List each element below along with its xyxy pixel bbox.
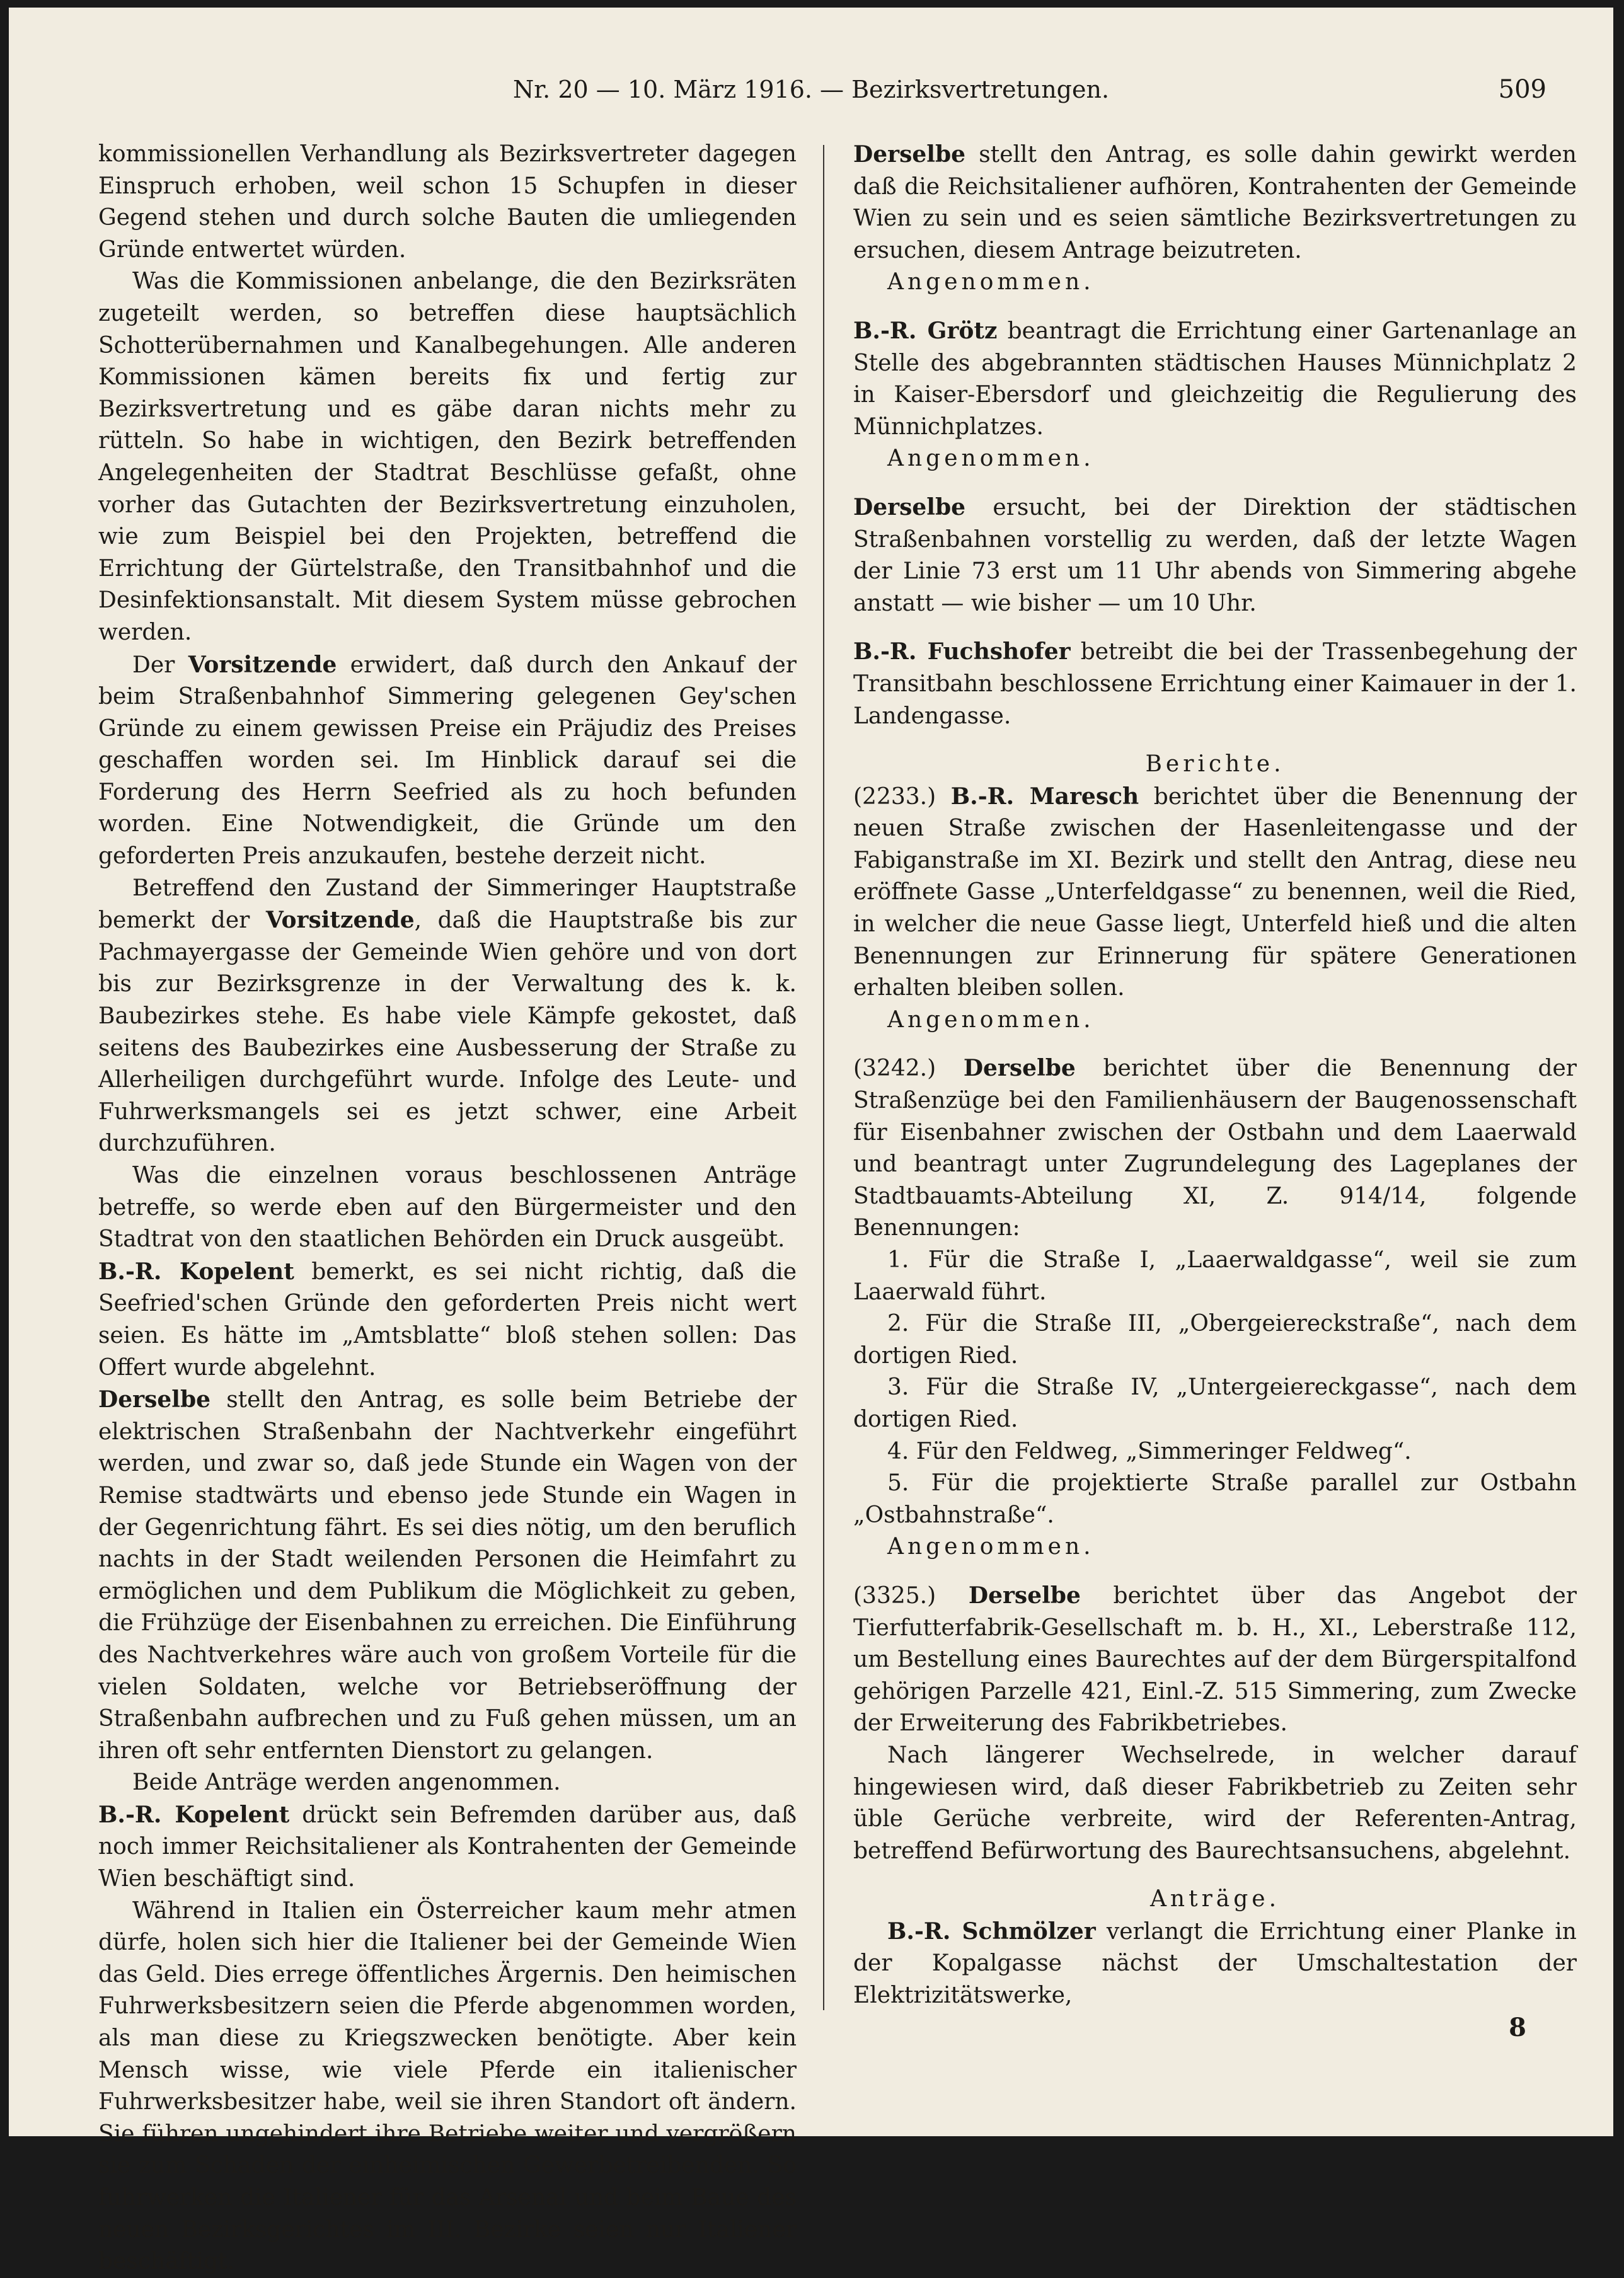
speaker-name: B.-R. Kopelent bbox=[98, 1801, 290, 1828]
speaker-name: B.-R. Schmölzer bbox=[887, 1918, 1096, 1945]
page-header bbox=[9, 71, 1613, 108]
paragraph: Derselbe stellt den Antrag, es solle dahin gewirkt werden daß die Reichsitaliener aufhören, Kontrahenten der Gemeinde Wien zu sein und es seien sämtliche Bezirksvertretungen zu ersuchen, diesem Antrage beizutreten. bbox=[853, 141, 1577, 263]
paragraph: B.-R. Schmölzer verlangt die Errichtung einer Planke in der Kopalgasse nächst der Umschaltestation der Elektrizitätswerke, bbox=[853, 1918, 1577, 2009]
newspaper-page bbox=[9, 8, 1613, 2275]
running-title: Nr. 20 — 10. März 1916. — Bezirksvertretungen. bbox=[512, 76, 1110, 103]
speaker-name: Vorsitzende bbox=[188, 651, 337, 678]
paragraph: B.-R. Grötz beantragt die Errichtung einer Gartenanlage an Stelle des abgebrannten städtischen Hauses Münnichplatz 2 in Kaiser-Ebersdorf und gleichzeitig die Regulierung des Münnichplatzes. bbox=[853, 317, 1577, 440]
paragraph: B.-R. Fuchshofer betreibt die bei der Trassenbegehung der Transitbahn beschlossene Errichtung einer Kaimauer in der 1. Landengasse. bbox=[853, 638, 1577, 729]
paragraph: Während in Italien ein Österreicher kaum mehr atmen dürfe, holen sich hier die Italiener bei der Gemeinde Wien das Geld. Dies errege öffentliches Ärgernis. Den heimischen Fuhrwerksbesitzern seien die Pferde abgenommen worden, als man diese zu Kriegszwecken benötigte. Aber kein Mensch wisse, wie viele Pferde ein italienischer Fuhrwerksbesitzer habe, weil sie ihren Standort oft ändern. Sie führen ungehindert ihre Betriebe weiter und vergrößern sie zum Schaden der einheimischen Gewerbetreibenden. So fuhrwerken die Italiener für das Arsenal und beim Baue des neuen Bezirksgerichtes im III. Bezirke seien nur Italiener beschäftigt. bbox=[98, 1897, 797, 2275]
list-item: 1. Für die Straße I, „Laaerwaldgasse“, weil sie zum Laaerwald führt. bbox=[853, 1247, 1577, 1305]
paragraph: kommissionellen Verhandlung als Bezirksvertreter dagegen Einspruch erhoben, weil schon 15 Schupfen in dieser Gegend stehen und durch solche Bauten die umliegenden Gründe entwertet würden. bbox=[98, 141, 797, 263]
section-heading: Berichte. bbox=[1145, 751, 1285, 778]
page-number: 509 bbox=[1498, 75, 1546, 104]
paragraph: Was die Kommissionen anbelange, die den Bezirksräten zugeteilt werden, so betreffen diese hauptsächlich Schotterübernahmen und Kanalbegehungen. Alle anderen Kommissionen kämen bereits fix und fertig zur Bezirksvertretung und es gäbe daran nichts mehr zu rütteln. So habe in wichtigen, den Bezirk betreffenden Angelegenheiten der Stadtrat Beschlüsse gefaßt, ohne vorher das Gutachten der Bezirksvertretung einzuholen, wie zum Beispiel bei den Projekten, betreffend die Errichtung der Gürtelstraße, den Transitbahnhof und die Desinfektionsanstalt. Mit diesem System müsse gebrochen werden. bbox=[98, 268, 797, 645]
left-column bbox=[98, 139, 797, 2278]
resolution: Angenommen. bbox=[887, 1534, 1095, 1560]
column-divider bbox=[823, 145, 824, 2010]
resolution: Angenommen. bbox=[887, 269, 1095, 296]
paragraph: Derselbe stellt den Antrag, es solle beim Betriebe der elektrischen Straßenbahn der Nachtverkehr eingeführt werden, und zwar so, daß jede Stunde ein Wagen von der Remise stadtwärts und ebenso jede Stunde ein Wagen in der Gegenrichtung fährt. Es sei dies nötig, um den beruflich nachts in der Stadt weilenden Personen die Heimfahrt zu ermöglichen und dem Publikum die Möglichkeit zu geben, die Frühzüge der Eisenbahnen zu erreichen. Die Einführung des Nachtverkehres wäre auch von großem Vorteile für die vielen Soldaten, welche vor Betriebseröffnung der Straßenbahn aufbrechen und zu Fuß gehen müssen, um an ihren oft sehr entfernten Dienstort zu gelangen. bbox=[98, 1386, 797, 1764]
paragraph: Nach längerer Wechselrede, in welcher darauf hingewiesen wird, daß dieser Fabrikbetrieb zu Zeiten sehr üble Gerüche verbreite, wird der Referenten-Antrag, betreffend Befürwortung des Baurechtsansuchens, abgelehnt. bbox=[853, 1742, 1577, 1864]
list-item: 2. Für die Straße III, „Obergeiereckstraße“, nach dem dortigen Ried. bbox=[853, 1311, 1577, 1369]
section-heading: Anträge. bbox=[1149, 1886, 1281, 1913]
speaker-name: Vorsitzende bbox=[265, 907, 415, 934]
paragraph: Beide Anträge werden angenommen. bbox=[132, 1769, 561, 1796]
paragraph: Der Vorsitzende erwidert, daß durch den Ankauf der beim Straßenbahnhof Simmering gelegenen Gey'schen Gründe zu einem gewissen Preise ein Präjudiz des Preises geschaffen worden sei. Im Hinblick darauf sei die Forderung des Herrn Seefried als zu hoch befunden worden. Eine Notwendigkeit, die Gründe um den geforderten Preis anzukaufen, bestehe derzeit nicht. bbox=[98, 651, 797, 870]
paragraph: (3325.) Derselbe berichtet über das Angebot der Tierfutterfabrik-Gesellschaft m. b. H., XI., Leberstraße 112, um Bestellung eines Baurechtes auf der dem Bürgerspitalfond gehörigen Parzelle 421, Einl.-Z. 515 Simmering, zum Zwecke der Erweiterung des Fabrikbetriebes. bbox=[853, 1582, 1577, 1737]
speaker-name: B.-R. Fuchshofer bbox=[853, 638, 1071, 665]
paragraph: (2233.) B.-R. Maresch berichtet über die Benennung der neuen Straße zwischen der Hasenleitengasse und der Fabiganstraße im XI. Bezirk und stellt den Antrag, diese neu eröffnete Gasse „Unterfeldgasse“ zu benennen, weil die Ried, in welcher die neue Gasse liegt, Unterfeld hieß und die alten Benennungen zur Erinnerung für spätere Generationen erhalten bleiben sollen. bbox=[853, 783, 1577, 1001]
resolution: Angenommen. bbox=[887, 1006, 1095, 1033]
paragraph: Was die einzelnen voraus beschlossenen Anträge betreffe, so werde eben auf den Bürgermeister und den Stadtrat von den staatlichen Behörden ein Druck ausgeübt. bbox=[98, 1163, 797, 1253]
list-item: 4. Für den Feldweg, „Simmeringer Feldweg“. bbox=[887, 1438, 1412, 1464]
speaker-name: B.-R. Maresch bbox=[950, 783, 1139, 810]
speaker-name: Derselbe bbox=[968, 1582, 1081, 1609]
right-column bbox=[853, 139, 1577, 2044]
speaker-name: Derselbe bbox=[853, 493, 966, 521]
resolution: Angenommen. bbox=[887, 446, 1095, 472]
speaker-name: Derselbe bbox=[963, 1055, 1076, 1082]
list-item: 3. Für die Straße IV, „Untergeiereckgasse“, nach dem dortigen Ried. bbox=[853, 1374, 1577, 1432]
speaker-name: B.-R. Kopelent bbox=[98, 1258, 294, 1285]
paragraph: (3242.) Derselbe berichtet über die Benennung der Straßenzüge bei den Familienhäusern der Baugenossenschaft für Eisenbahner zwischen der Ostbahn und dem Laaerwald und beantragt unter Zugrundelegung des Lageplanes der Stadtbauamts-Abteilung XI, Z. 914/14, folgende Benennungen: bbox=[853, 1055, 1577, 1241]
sheet-signature: 8 bbox=[1509, 2012, 1526, 2042]
paragraph: Derselbe ersucht, bei der Direktion der städtischen Straßenbahnen vorstellig zu werden, daß der letzte Wagen der Linie 73 erst um 11 Uhr abends von Simmering abgehe anstatt — wie bisher — um 10 Uhr. bbox=[853, 493, 1577, 616]
list-item: 5. Für die projektierte Straße parallel zur Ostbahn „Ostbahnstraße“. bbox=[853, 1470, 1577, 1528]
speaker-name: Derselbe bbox=[853, 141, 966, 168]
speaker-name: B.-R. Grötz bbox=[853, 317, 998, 344]
paragraph: B.-R. Kopelent bemerkt, es sei nicht richtig, daß die Seefried'schen Gründe den geforderten Preis nicht wert seien. Es hätte im „Amtsblatte“ bloß stehen sollen: Das Offert wurde abgelehnt. bbox=[98, 1258, 797, 1381]
paragraph: Betreffend den Zustand der Simmeringer Hauptstraße bemerkt der Vorsitzende, daß die Hauptstraße bis zur Pachmayergasse der Gemeinde Wien gehöre und von dort bis zur Bezirksgrenze in der Verwaltung des k. k. Baubezirkes stehe. Es habe viele Kämpfe gekostet, daß seitens des Baubezirkes eine Ausbesserung der Straße zu Allerheiligen durchgeführt wurde. Infolge des Leute- und Fuhrwerksmangels sei es jetzt schwer, eine Arbeit durchzuführen. bbox=[98, 875, 797, 1157]
paragraph: B.-R. Kopelent drückt sein Befremden darüber aus, daß noch immer Reichsitaliener als Kontrahenten der Gemeinde Wien beschäftigt sind. bbox=[98, 1801, 797, 1892]
speaker-name: Derselbe bbox=[98, 1386, 211, 1413]
